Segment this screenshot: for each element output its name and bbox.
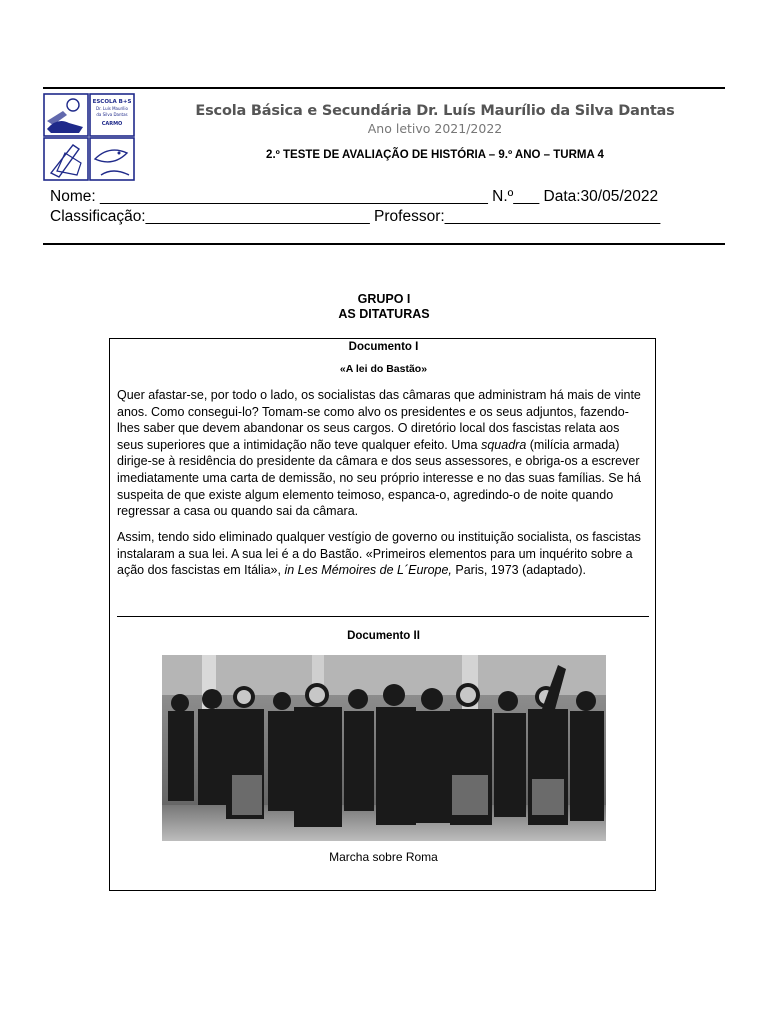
svg-text:da Silva Dantas: da Silva Dantas — [96, 112, 128, 117]
school-year: Ano letivo 2021/2022 — [367, 121, 503, 136]
group-subtitle: AS DITATURAS — [338, 307, 430, 321]
name-date-line: Nome: _____________________________________________ N.º___ Data:30/05/2022 — [50, 188, 659, 205]
doc1-subtitle: «A lei do Bastão» — [339, 363, 428, 375]
doc2-title: Documento II — [347, 630, 420, 642]
school-header — [140, 103, 730, 136]
bottom-rule — [43, 243, 725, 245]
photo-caption: Marcha sobre Roma — [329, 850, 438, 864]
march-on-rome-photo — [162, 655, 606, 841]
doc1-paragraph-1: Quer afastar-se, por todo o lado, os socialistas das câmaras que administram há mais de vinte anos. Como consegui-lo? Tomam-se como alvo os presidentes e os seus adjuntos, fazendo-lhes saber que devem abandonar os seus cargos. O diretório local dos fascistas relata aos seus superiores que a intimidação não teve qualquer efeito. Uma squadra (milícia armada) dirige-se à residência do presidente da câmara e dos seus assessores, e obriga-os a escrever imediatamente uma carta de demissão, no seu próprio interesse e no das suas famílias. Se há suspeita de que existe algum elemento teimoso, espanca-o, agredindo-o de noite quando regressar a casa ou quando sai da câmara. — [117, 388, 641, 519]
doc1-paragraph-2: Assim, tendo sido eliminado qualquer vestígio de governo ou instituição socialista, os fascistas instalaram a sua lei. A sua lei é a do Bastão. «Primeiros elementos para um inquérito sobre a ação dos fascistas em Itália», in Les Mémoires de L´Europe, Paris, 1973 (adaptado). — [117, 530, 641, 578]
school-logo — [43, 93, 135, 181]
test-title: 2.º TESTE DE AVALIAÇÃO DE HISTÓRIA – 9.º ANO – TURMA 4 — [266, 149, 604, 161]
document-box — [109, 338, 656, 891]
document-separator — [117, 616, 649, 617]
group-title: GRUPO I — [357, 292, 411, 306]
svg-text:CARMO: CARMO — [101, 121, 123, 127]
top-rule — [43, 87, 725, 89]
classification-teacher-line: Classificação:__________________________ Professor:_________________________ — [50, 208, 661, 225]
svg-text:Dr. Luís Maurílio: Dr. Luís Maurílio — [96, 106, 128, 111]
svg-text:ESCOLA B+S: ESCOLA B+S — [92, 99, 132, 105]
school-name: Escola Básica e Secundária Dr. Luís Maurílio da Silva Dantas — [195, 103, 675, 119]
doc1-title: Documento I — [348, 341, 419, 353]
